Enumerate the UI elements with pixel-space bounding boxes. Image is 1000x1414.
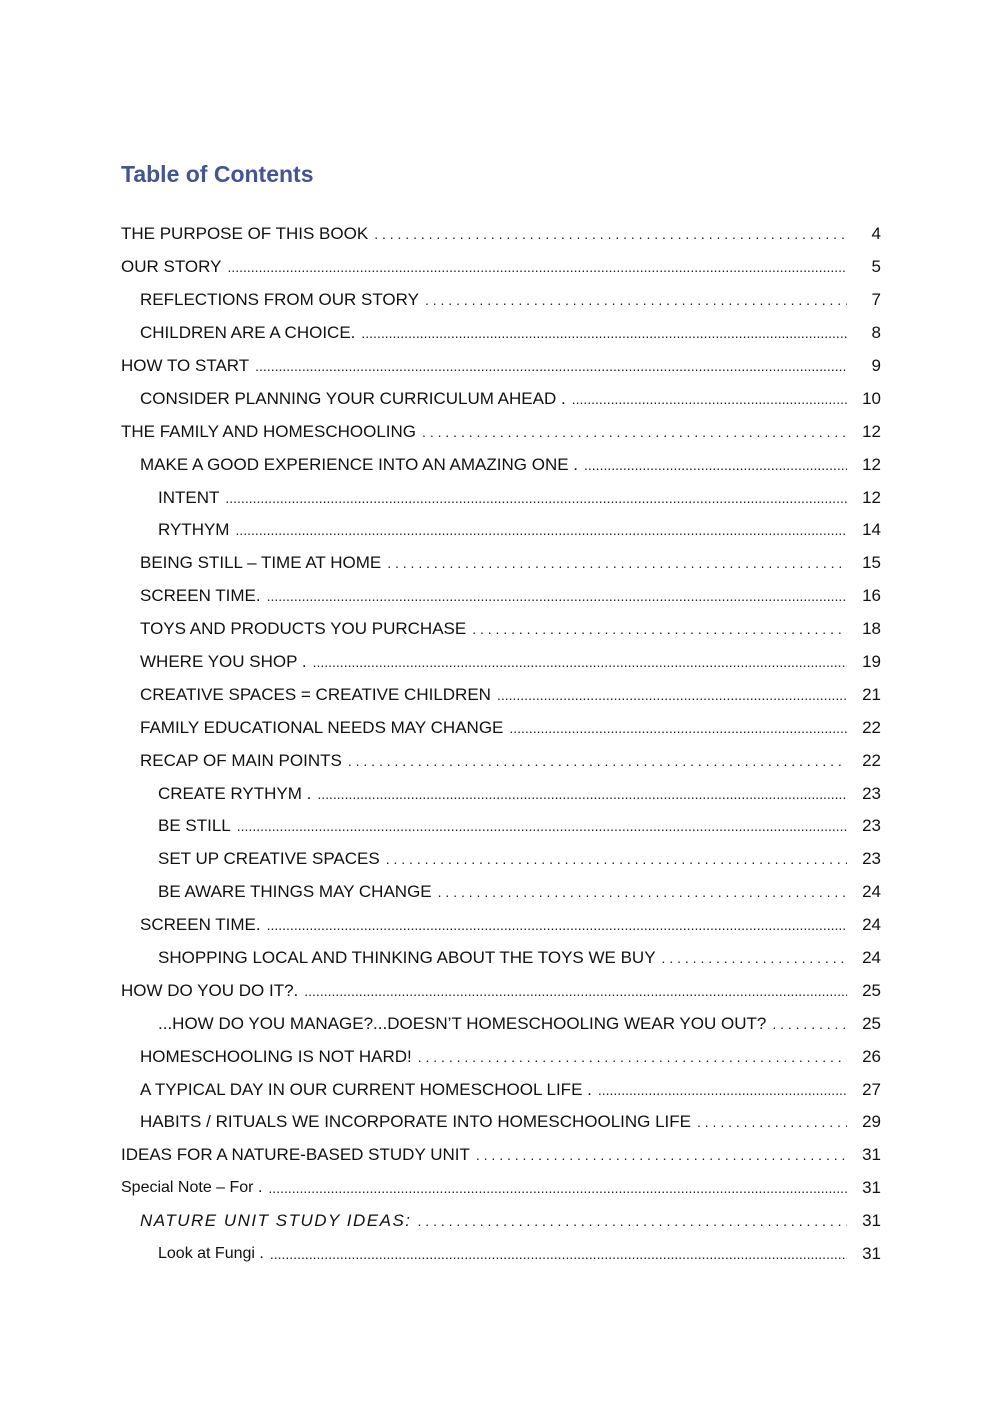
toc-dot-leader	[772, 1014, 847, 1034]
toc-entry-label: CHILDREN ARE A CHOICE.	[140, 323, 356, 343]
toc-dot-leader	[497, 685, 847, 705]
toc-entry-label: OUR STORY	[121, 257, 222, 277]
toc-page-number: 31	[862, 1244, 881, 1264]
toc-dot-leader	[270, 1244, 847, 1264]
toc-entry[interactable]	[0, 1238, 1000, 1271]
toc-page-number: 8	[871, 323, 881, 343]
toc-entry-label: RYTHYM	[158, 520, 230, 540]
toc-page-number: 5	[871, 257, 881, 277]
toc-page-number: 23	[862, 849, 881, 869]
toc-entry[interactable]	[0, 711, 1000, 744]
toc-page-number: 31	[862, 1145, 881, 1165]
toc-entry[interactable]	[0, 251, 1000, 284]
toc-dot-leader	[509, 718, 847, 738]
toc-page-number: 31	[862, 1178, 881, 1198]
toc-entry-label: CREATIVE SPACES = CREATIVE CHILDREN	[140, 684, 491, 704]
toc-entry-label: HOMESCHOOLING IS NOT HARD!	[140, 1046, 412, 1066]
toc-page-number: 24	[862, 882, 881, 902]
toc-entry-label: SHOPPING LOCAL AND THINKING ABOUT THE TOYS WE BUY	[158, 948, 656, 968]
toc-page-number: 23	[862, 816, 881, 836]
toc-entry-label: SCREEN TIME.	[140, 915, 261, 935]
toc-entry-label: Special Note – For .	[121, 1179, 263, 1197]
toc-dot-leader	[361, 323, 847, 343]
toc-entry[interactable]	[0, 1205, 1000, 1238]
toc-page-number: 7	[871, 290, 881, 310]
toc-page-number: 23	[862, 783, 881, 803]
toc-page-number: 22	[862, 750, 881, 770]
toc-entry-label: SCREEN TIME.	[140, 586, 261, 606]
toc-entry[interactable]	[0, 547, 1000, 580]
toc-entry[interactable]	[0, 843, 1000, 876]
toc-entry[interactable]	[0, 613, 1000, 646]
toc-entry-label: FAMILY EDUCATIONAL NEEDS MAY CHANGE	[140, 717, 504, 737]
toc-page-number: 15	[862, 553, 881, 573]
toc-page-number: 12	[862, 454, 881, 474]
toc-entry[interactable]	[0, 777, 1000, 810]
toc-dot-leader	[267, 915, 847, 935]
toc-entry-label: CONSIDER PLANNING YOUR CURRICULUM AHEAD .	[140, 388, 566, 408]
toc-entry[interactable]	[0, 1106, 1000, 1139]
toc-entry[interactable]	[0, 810, 1000, 843]
toc-entry-label: HOW DO YOU DO IT?.	[121, 980, 299, 1000]
toc-page-number: 9	[871, 356, 881, 375]
toc-entry-label: REFLECTIONS FROM OUR STORY	[140, 290, 419, 310]
toc-dot-leader	[268, 1178, 847, 1198]
toc-dot-leader	[386, 849, 847, 869]
toc-page-number: 25	[862, 1013, 881, 1033]
toc-entry-label: HABITS / RITUALS WE INCORPORATE INTO HOMESCHOOLING LIFE	[140, 1112, 691, 1132]
toc-entry[interactable]	[0, 1007, 1000, 1040]
toc-entry-label: BE AWARE THINGS MAY CHANGE	[158, 882, 432, 902]
toc-dot-leader	[387, 553, 847, 573]
toc-page-number: 19	[862, 652, 881, 672]
toc-entry[interactable]	[0, 1040, 1000, 1073]
toc-entry[interactable]	[0, 678, 1000, 711]
toc-entry-label: THE PURPOSE OF THIS BOOK	[121, 224, 369, 244]
toc-entry[interactable]	[0, 580, 1000, 613]
toc-entry-label: WHERE YOU SHOP .	[140, 652, 307, 672]
toc-page-number: 31	[862, 1211, 881, 1231]
toc-entry-label: A TYPICAL DAY IN OUR CURRENT HOMESCHOOL LIFE .	[140, 1079, 592, 1099]
toc-entry[interactable]	[0, 317, 1000, 350]
toc-entry-label: NATURE UNIT STUDY IDEAS:	[140, 1211, 412, 1231]
toc-entry-label: INTENT	[158, 487, 220, 507]
toc-entry[interactable]	[0, 876, 1000, 909]
toc-entry[interactable]	[0, 382, 1000, 415]
toc-page-number: 29	[862, 1112, 881, 1132]
toc-entry-label: SET UP CREATIVE SPACES	[158, 849, 380, 869]
toc-entry-label: THE FAMILY AND HOMESCHOOLING	[121, 421, 417, 441]
toc-page-number: 22	[862, 717, 881, 737]
toc-entry-label: ...HOW DO YOU MANAGE?...DOESN’T HOMESCHOOLING WEAR YOU OUT?	[158, 1013, 767, 1033]
toc-dot-leader	[317, 784, 847, 804]
toc-dot-leader	[598, 1080, 847, 1100]
toc-page-number: 12	[862, 487, 881, 507]
toc-page-number: 18	[862, 619, 881, 639]
toc-dot-leader	[227, 257, 847, 277]
toc-dot-leader	[235, 520, 847, 540]
toc-page-number: 12	[862, 421, 881, 441]
toc-entry[interactable]	[0, 1172, 1000, 1205]
toc-page-number: 4	[871, 224, 881, 244]
toc-entry[interactable]	[0, 284, 1000, 317]
toc-page-number: 24	[862, 948, 881, 968]
toc-page-number: 27	[862, 1079, 881, 1099]
toc-entry-label: RECAP OF MAIN POINTS	[140, 750, 342, 770]
toc-dot-leader	[255, 356, 847, 376]
toc-entry[interactable]	[0, 942, 1000, 975]
toc-entry-label: BE STILL	[158, 816, 231, 836]
toc-dot-leader	[572, 389, 847, 409]
toc-dot-leader	[418, 1211, 847, 1231]
toc-heading: Table of Contents	[121, 161, 314, 187]
toc-page-number: 26	[862, 1046, 881, 1066]
toc-entry[interactable]	[0, 646, 1000, 679]
toc-dot-leader	[267, 586, 847, 606]
toc-dot-leader	[374, 224, 847, 244]
toc-entry[interactable]	[0, 481, 1000, 514]
toc-dot-leader	[237, 816, 847, 836]
toc-entry[interactable]	[0, 909, 1000, 942]
toc-list	[0, 218, 1000, 1271]
toc-entry[interactable]	[0, 448, 1000, 481]
toc-entry-label: TOYS AND PRODUCTS YOU PURCHASE	[140, 619, 467, 639]
toc-dot-leader	[304, 981, 847, 1001]
toc-entry[interactable]	[0, 1139, 1000, 1172]
toc-entry[interactable]	[0, 218, 1000, 251]
toc-dot-leader	[584, 455, 847, 475]
toc-page-number: 10	[862, 388, 881, 408]
toc-entry-label: HOW TO START	[121, 356, 250, 375]
toc-dot-leader	[425, 290, 847, 310]
toc-page-number: 14	[862, 520, 881, 540]
toc-entry-label: IDEAS FOR A NATURE-BASED STUDY UNIT	[121, 1145, 470, 1165]
toc-dot-leader	[422, 422, 847, 442]
toc-dot-leader	[662, 948, 847, 968]
toc-dot-leader	[418, 1047, 847, 1067]
toc-dot-leader	[472, 619, 847, 639]
toc-dot-leader	[476, 1145, 847, 1165]
toc-page-number: 16	[862, 586, 881, 606]
toc-page-number: 25	[862, 980, 881, 1000]
toc-entry[interactable]	[0, 350, 1000, 383]
toc-entry-label: Look at Fungi .	[158, 1245, 264, 1263]
toc-dot-leader	[438, 882, 847, 902]
toc-dot-leader	[348, 751, 847, 771]
toc-dot-leader	[313, 652, 847, 672]
toc-entry[interactable]	[0, 744, 1000, 777]
toc-entry-label: CREATE RYTHYM .	[158, 783, 312, 803]
toc-dot-leader	[697, 1112, 847, 1132]
toc-entry[interactable]	[0, 974, 1000, 1007]
toc-entry-label: MAKE A GOOD EXPERIENCE INTO AN AMAZING ONE .	[140, 454, 579, 474]
toc-entry-label: BEING STILL – TIME AT HOME	[140, 553, 382, 573]
toc-page-number: 24	[862, 915, 881, 935]
toc-entry[interactable]	[0, 1073, 1000, 1106]
toc-page-number: 21	[862, 684, 881, 704]
toc-entry[interactable]	[0, 514, 1000, 547]
toc-dot-leader	[225, 488, 847, 508]
toc-entry[interactable]	[0, 415, 1000, 448]
